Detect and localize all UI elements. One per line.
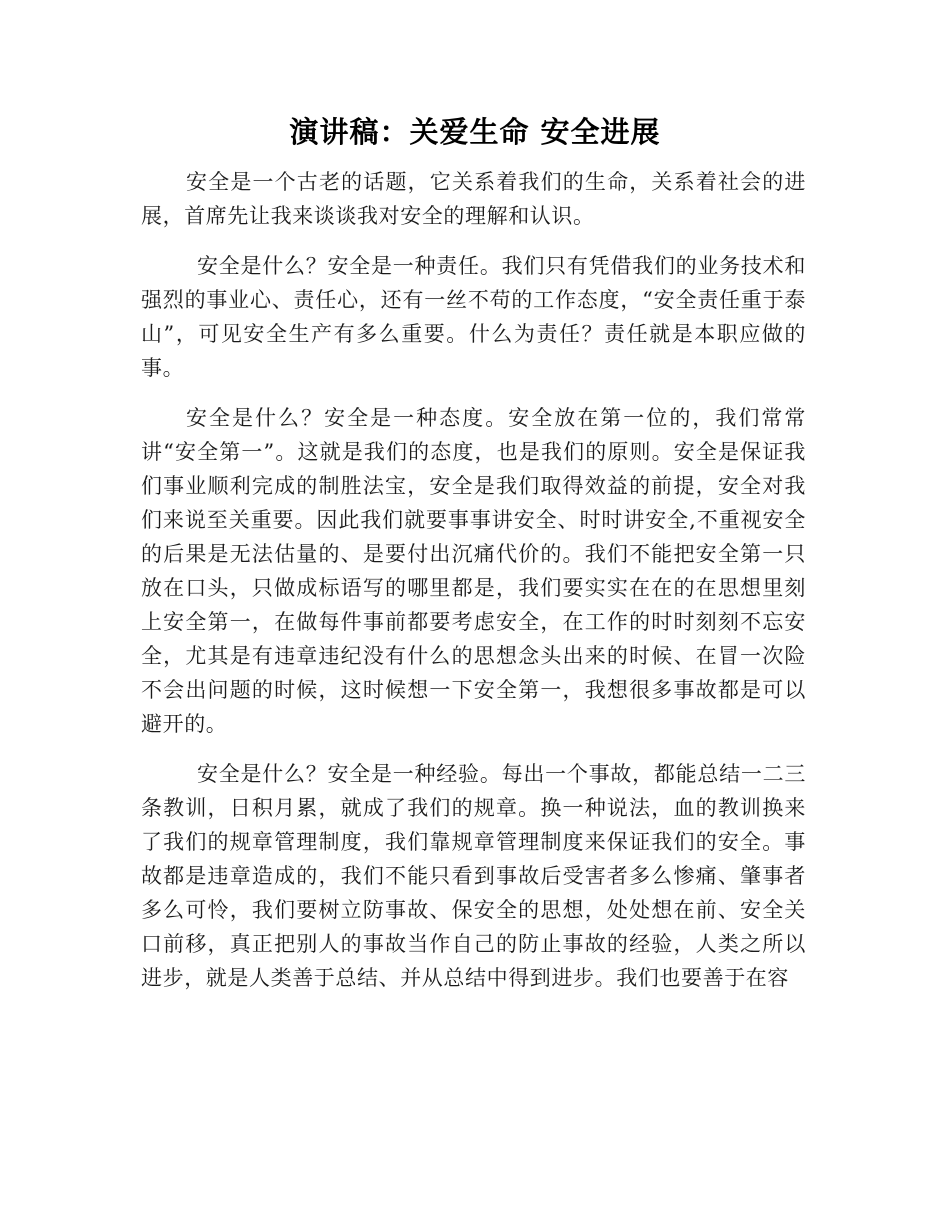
paragraph-responsibility: 安全是什么？安全是一种责任。我们只有凭借我们的业务技术和强烈的事业心、责任心，还有一丝不苟的工作态度，“安全责任重于泰山”，可见安全生产有多么重要。什么为责任？责任就是本职应做的事。: [141, 254, 806, 380]
paragraph-experience: 安全是什么？安全是一种经验。每出一个事故，都能总结一二三条教训，日积月累，就成了我们的规章。换一种说法，血的教训换来了我们的规章管理制度，我们靠规章管理制度来保证我们的安全。事故都是违章造成的，我们不能只看到事故后受害者多么惨痛、肇事者多么可怜，我们要树立防事故、保安全的思想，处处想在前、安全关口前移，真正把别人的事故当作自己的防止事故的经验，人类之所以进步，就是人类善于总结、并从总结中得到进步。我们也要善于在容: [141, 762, 806, 990]
document-title: 演讲稿：关爱生命 安全进展: [289, 115, 661, 149]
document-body: [141, 165, 806, 995]
paragraph-intro: 安全是一个古老的话题，它关系着我们的生命，关系着社会的进展，首席先让我来谈谈我对安全的理解和认识。: [141, 170, 806, 228]
paragraph-attitude: 安全是什么？安全是一种态度。安全放在第一位的，我们常常讲“安全第一”。这就是我们的态度，也是我们的原则。安全是保证我们事业顺利完成的制胜法宝，安全是我们取得效益的前提，安全对我们来说至关重要。因此我们就要事事讲安全、时时讲安全,不重视安全的后果是无法估量的、是要付出沉痛代价的。我们不能把安全第一只放在口头，只做成标语写的哪里都是，我们要实实在在的在思想里刻上安全第一，在做每件事前都要考虑安全，在工作的时时刻刻不忘安全，尤其是有违章违纪没有什么的思想念头出来的时候、在冒一次险不会出问题的时候，这时候想一下安全第一，我想很多事故都是可以避开的。: [141, 406, 806, 736]
